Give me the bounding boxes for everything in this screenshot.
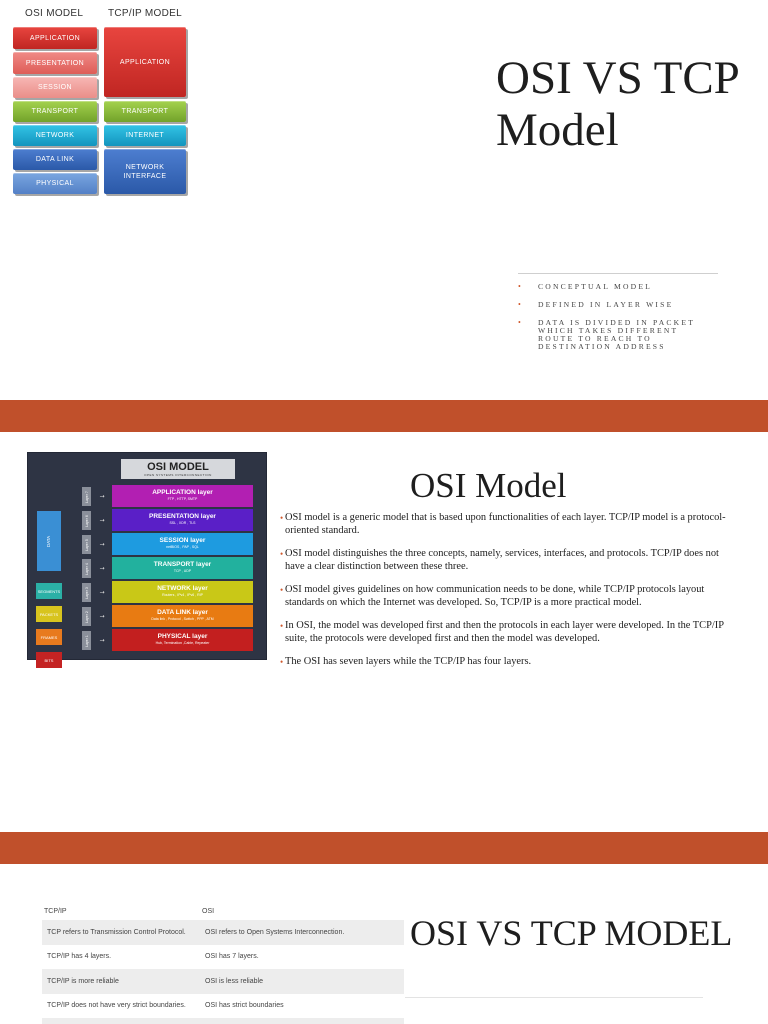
right-arrow-icon: → (99, 493, 105, 500)
layer-protocols: TCP , UDP (173, 569, 192, 573)
table-row (42, 969, 404, 994)
layer-name: SESSION layer (159, 537, 206, 544)
layer-number (82, 559, 91, 578)
right-arrow-icon: → (99, 637, 105, 644)
osi-layer-application: APPLICATION (13, 27, 97, 49)
right-arrow-icon: → (99, 517, 105, 524)
diagram-layer-transport (112, 557, 253, 579)
slide2-title: OSI Model (410, 466, 567, 505)
diagram-layer-application (112, 485, 253, 507)
osi-model-header: OSI MODEL (25, 8, 84, 19)
slide-comparison-table (0, 864, 768, 1024)
layer-number (82, 487, 91, 506)
slide-separator-band (0, 400, 768, 432)
layer-name: DATA LINK layer (157, 609, 208, 616)
layer-protocols: Data link , Protocol , Switch , PPP , ATM (151, 617, 214, 621)
slide2-bullet: • OSI model distinguishes the three concepts, namely, services, interfaces, and protocols. TCP/IP does not have a clear distinction between these three. (280, 548, 728, 573)
slide1-bullet: • CONCEPTUAL MODEL (518, 283, 718, 291)
layer-number-text: Layer 4 (84, 562, 89, 575)
layer-number-text: Layer 3 (84, 586, 89, 599)
table-cell (42, 1018, 200, 1024)
layer-number-text: Layer 6 (84, 514, 89, 527)
layer-name: NETWORK layer (157, 585, 208, 592)
layer-name: TRANSPORT layer (153, 561, 212, 568)
data-tag-label: DATA (46, 535, 52, 547)
right-arrow-icon: → (99, 565, 105, 572)
slide-separator-band (0, 832, 768, 864)
slide2-bullet: • OSI model is a generic model that is based upon functionalities of each layer. TCP/IP model is a protocol-oriented standard. (280, 512, 728, 537)
slide-osi-vs-tcp-overview (0, 0, 768, 400)
tcp-layer-internet: INTERNET (104, 125, 186, 146)
data-tag (37, 511, 61, 571)
slide1-bullet-list (518, 283, 718, 361)
table-cell: OSI has 7 layers. (205, 953, 259, 961)
table-cell: OSI has strict boundaries (205, 1002, 284, 1010)
title-divider (518, 273, 718, 274)
tcp-layer-transport: TRANSPORT (104, 101, 186, 122)
diagram-layer-presentation (112, 509, 253, 531)
layer-protocols: netBIOS , PAP , SQL (166, 545, 199, 549)
layer-protocols: SSL , XDR , TLS (169, 521, 196, 525)
table-row (42, 945, 404, 970)
table-cell (200, 1018, 404, 1024)
layer-number-text: Layer 2 (84, 610, 89, 623)
right-arrow-icon: → (99, 613, 105, 620)
slide-osi-model (0, 432, 768, 832)
layer-number (82, 535, 91, 554)
diagram-layer-physical (112, 629, 253, 651)
layer-number-text: Layer 1 (84, 634, 89, 647)
layer-protocols: Routers , IPv4 , IPv6 , RIP (162, 593, 203, 597)
slide1-bullet: • DEFINED IN LAYER WISE (518, 301, 718, 309)
slide2-bullet: • The OSI has seven layers while the TCP/IP has four layers. (280, 656, 728, 669)
column-header-osi: OSI (202, 907, 215, 915)
layer-number (82, 631, 91, 650)
diagram-subtitle: OPEN SYSTEMS INTERCONNECTION (144, 473, 212, 477)
table-cell: OSI is less reliable (200, 969, 404, 994)
title-divider (405, 997, 703, 998)
slide3-title: OSI VS TCP MODEL (410, 913, 733, 953)
osi-layer-session: SESSION (13, 77, 97, 98)
frames-tag: FRAMES (36, 629, 62, 645)
diagram-layer-data-link (112, 605, 253, 627)
right-arrow-icon: → (99, 589, 105, 596)
table-row (42, 1018, 404, 1024)
osi-layer-transport: TRANSPORT (13, 101, 97, 122)
layer-name: APPLICATION layer (152, 489, 213, 496)
slide2-bullet: • OSI model gives guidelines on how communication needs to be done, while TCP/IP protocols layout standards on which the Internet was developed. So, TCP/IP is a more practical model. (280, 584, 728, 609)
table-row (42, 920, 404, 945)
right-arrow-icon: → (99, 541, 105, 548)
diagram-title-text: OSI MODEL (147, 461, 209, 473)
bits-tag: BITS (36, 652, 62, 668)
segments-tag: SEGMENTS (36, 583, 62, 599)
table-cell: OSI refers to Open Systems Interconnection. (200, 920, 404, 945)
osi-layer-data-link: DATA LINK (13, 149, 97, 170)
osi-layer-physical: PHYSICAL (13, 173, 97, 194)
tcp-layer-application: APPLICATION (104, 27, 186, 97)
comparison-table (42, 902, 404, 1024)
slide2-bullet-list (280, 512, 728, 680)
slide1-bullet: • DATA IS DIVIDED IN PACKET WHICH TAKES DIFFERENT ROUTE TO REACH TO DESTINATION ADDRESS (518, 319, 718, 351)
tcp-model-header: TCP/IP MODEL (108, 8, 182, 19)
diagram-title (121, 459, 235, 479)
diagram-layer-network (112, 581, 253, 603)
layer-number (82, 583, 91, 602)
layer-number (82, 511, 91, 530)
column-header-tcpip: TCP/IP (44, 907, 67, 915)
table-row (42, 994, 404, 1019)
diagram-layer-session (112, 533, 253, 555)
layer-protocols: FTP , HTTP, SMTP (167, 497, 198, 501)
tcp-layer-network-interface: NETWORK INTERFACE (104, 149, 186, 194)
layer-number-text: Layer 5 (84, 538, 89, 551)
osi-layer-network: NETWORK (13, 125, 97, 146)
packets-tag: PACKETS (36, 606, 62, 622)
slide1-title: OSI VS TCP Model (496, 52, 739, 156)
layer-name: PHYSICAL layer (157, 633, 208, 640)
table-cell: TCP/IP does not have very strict boundaries. (47, 1002, 186, 1010)
osi-model-diagram (27, 452, 267, 663)
layer-protocols: Hub, Termination ,Cable, Repeater (155, 641, 210, 645)
layer-name: PRESENTATION layer (149, 513, 216, 520)
table-cell: TCP/IP is more reliable (42, 969, 200, 994)
layer-number (82, 607, 91, 626)
table-header-row (42, 902, 404, 920)
osi-layer-presentation: PRESENTATION (13, 52, 97, 74)
table-cell: TCP refers to Transmission Control Protocol. (42, 920, 200, 945)
table-cell: TCP/IP has 4 layers. (47, 953, 112, 961)
slide2-bullet: • In OSI, the model was developed first and then the protocols in each layer were developed. In the TCP/IP suite, the protocols were developed first and then the model was developed. (280, 620, 728, 645)
layer-number-text: Layer 7 (84, 490, 89, 503)
